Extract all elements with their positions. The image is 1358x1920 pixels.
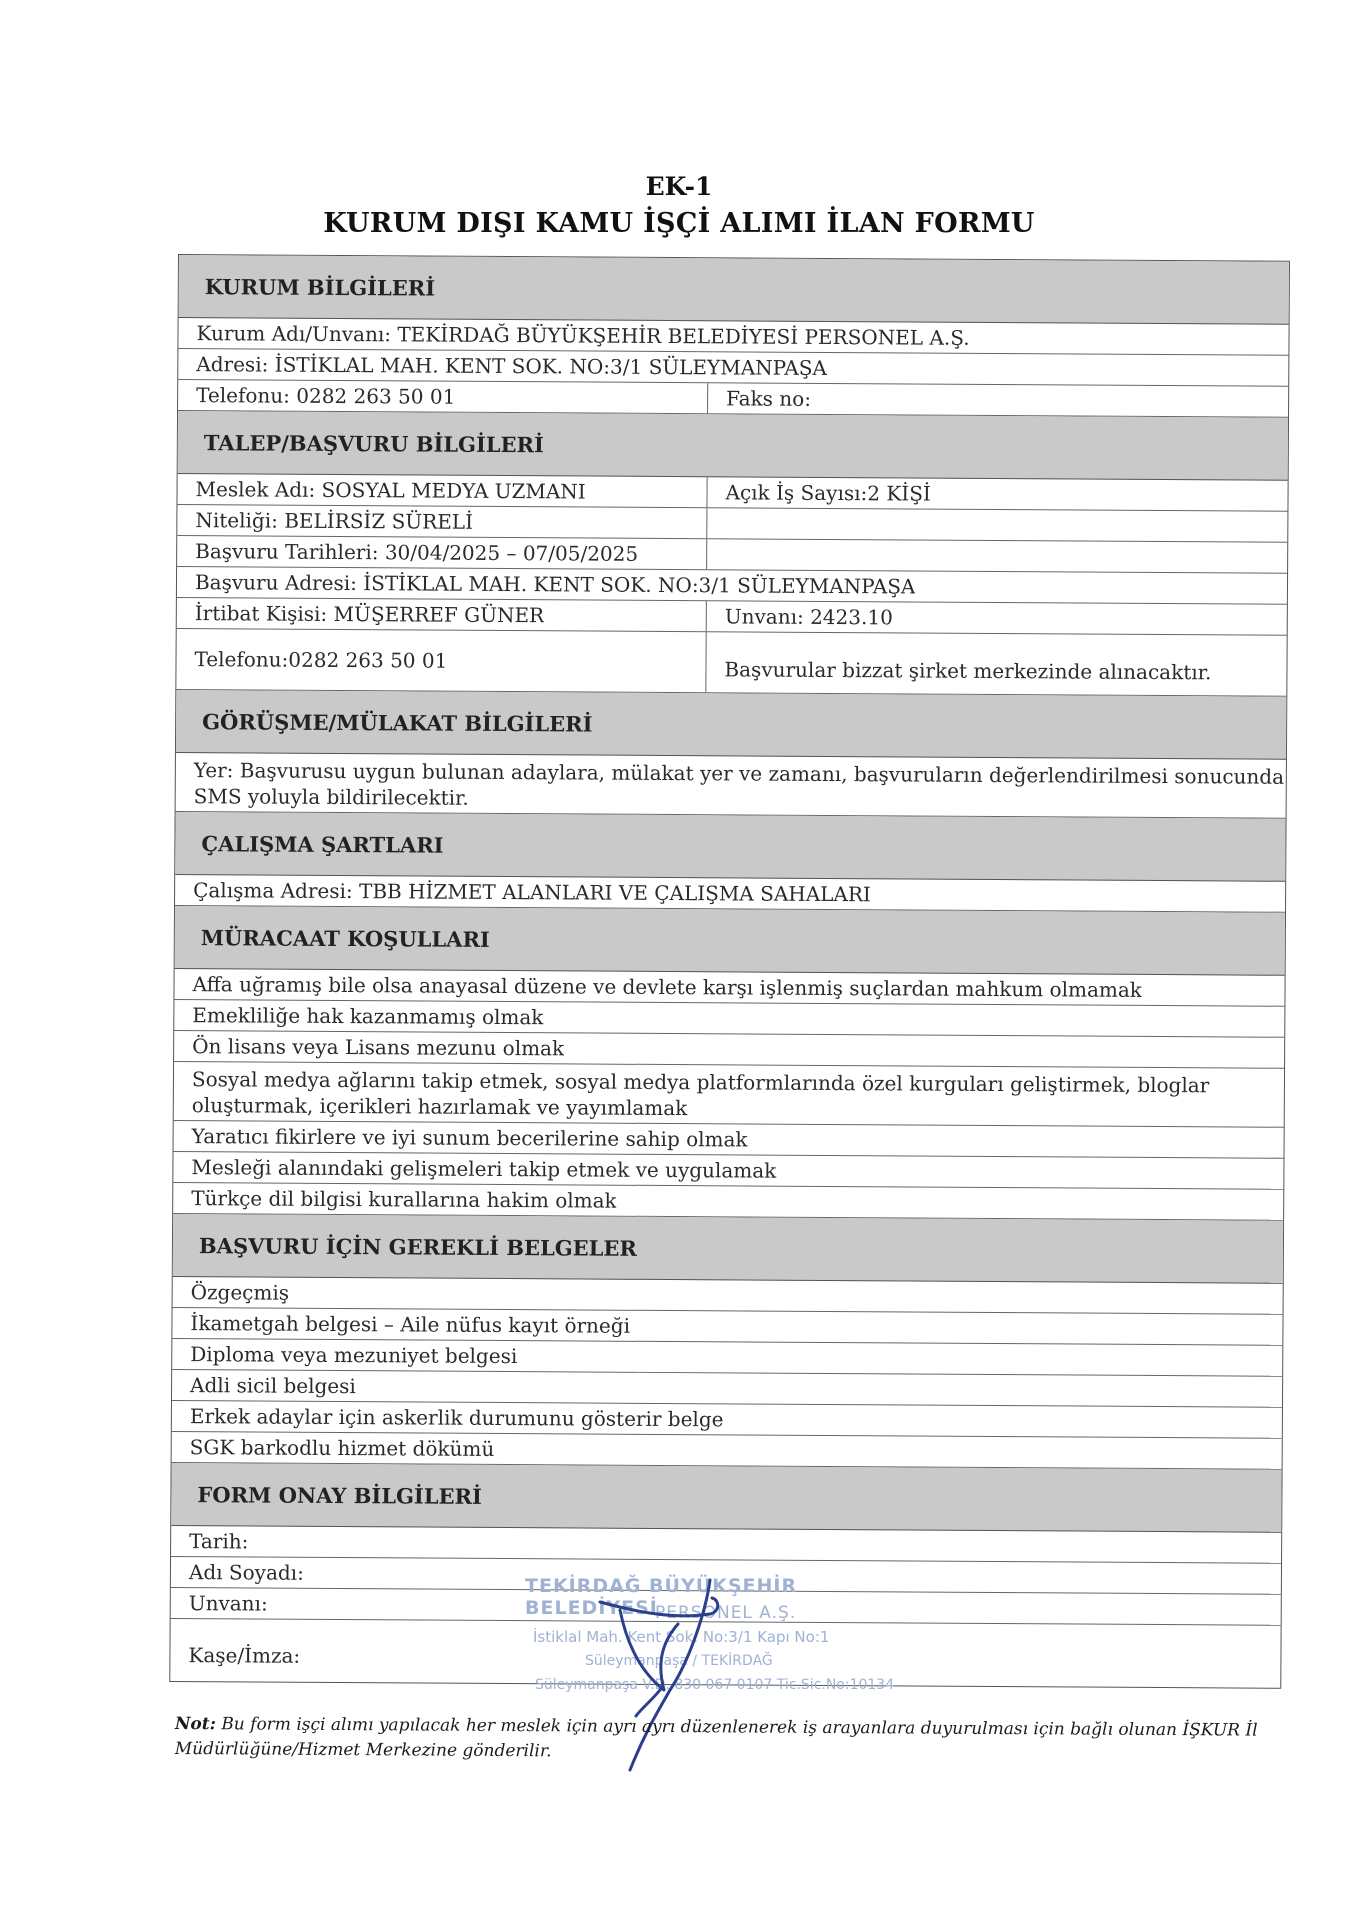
section-kurum: KURUM BİLGİLERİ bbox=[179, 255, 1289, 325]
gerekli-belge: Adli sicil belgesi bbox=[190, 1373, 356, 1399]
muracaat-kosulu: Ön lisans veya Lisans mezunu olmak bbox=[192, 1034, 565, 1061]
announcement-form bbox=[169, 254, 1290, 1689]
gerekli-belge: İkametgah belgesi – Aile nüfus kayıt örneği bbox=[190, 1311, 631, 1338]
kurum-unvan: Kurum Adı/Unvanı: TEKİRDAĞ BÜYÜKŞEHİR BELEDİYESİ PERSONEL A.Ş. bbox=[196, 321, 970, 350]
kurum-adres: Adresi: İSTİKLAL MAH. KENT SOK. NO:3/1 SÜLEYMANPAŞA bbox=[196, 352, 827, 380]
onay-ad-soyad: Adı Soyadı: bbox=[188, 1560, 304, 1585]
calisma-adresi: Çalışma Adresi: TBB HİZMET ALANLARI VE ÇALIŞMA SAHALARI bbox=[193, 878, 871, 907]
stamp-line: Süleymanpaşa / TEKİRDAĞ bbox=[585, 1653, 773, 1669]
nitelik: Niteliği: BELİRSİZ SÜRELİ bbox=[195, 508, 474, 534]
irtibat-unvani: Unvanı: 2423.10 bbox=[724, 604, 893, 630]
gerekli-belge: Erkek adaylar için askerlik durumunu gösterir belge bbox=[189, 1404, 724, 1432]
gerekli-belge: SGK barkodlu hizmet dökümü bbox=[189, 1435, 495, 1461]
muracaat-kosulu: Mesleği alanındaki gelişmeleri takip etmek ve uygulamak bbox=[191, 1155, 777, 1183]
basvuru-adresi: Başvuru Adresi: İSTİKLAL MAH. KENT SOK. NO:3/1 SÜLEYMANPAŞA bbox=[194, 570, 916, 599]
meslek-adi: Meslek Adı: SOSYAL MEDYA UZMANI bbox=[195, 477, 586, 504]
muracaat-kosulu: Affa uğramış bile olsa anayasal düzene ve devlete karşı işlenmiş suçlardan mahkum olmamak bbox=[192, 972, 1143, 1002]
gerekli-belge: Diploma veya mezuniyet belgesi bbox=[190, 1342, 518, 1369]
muracaat-kosulu: Yaratıcı fikirlere ve iyi sunum becerilerine sahip olmak bbox=[191, 1124, 748, 1152]
form-title: KURUM DIŞI KAMU İŞÇİ ALIMI İLAN FORMU bbox=[323, 208, 1035, 239]
basvuru-notu: Başvurular bizzat şirket merkezinde alınacaktır. bbox=[724, 657, 1212, 685]
footnote-label: Not: bbox=[174, 1714, 217, 1735]
mulakat-yeri: Yer: Başvurusu uygun bulunan adaylara, mülakat yer ve zamanı, başvuruların değerlendirilmesi sonucunda SMS yoluyla bildirilecektir. bbox=[193, 758, 1285, 810]
section-gorusme: GÖRÜŞME/MÜLAKAT BİLGİLERİ bbox=[176, 690, 1286, 760]
section-belgeler: BAŞVURU İÇİN GEREKLİ BELGELER bbox=[173, 1214, 1283, 1284]
footnote-text: Bu form işçi alımı yapılacak her meslek için ayrı ayrı düzenlenerek iş arayanlara duyurulması için bağlı olunan İŞKUR İl Müdürlüğüne/Hizmet Merkezine gönderilir. bbox=[174, 1714, 1258, 1762]
row-gorusme-yer bbox=[176, 753, 1286, 819]
talep-telefon: Telefonu:0282 263 50 01 bbox=[194, 647, 448, 673]
form-code: EK-1 bbox=[645, 172, 713, 201]
section-calisma: ÇALIŞMA ŞARTLARI bbox=[175, 812, 1285, 882]
kurum-telefon: Telefonu: 0282 263 50 01 bbox=[196, 383, 456, 409]
footnote bbox=[175, 1712, 1285, 1769]
basvuru-tarihleri: Başvuru Tarihleri: 30/04/2025 – 07/05/2025 bbox=[195, 539, 639, 566]
onay-tarih: Tarih: bbox=[189, 1529, 249, 1554]
gerekli-belge: Özgeçmiş bbox=[190, 1280, 290, 1305]
acik-is-sayisi: Açık İş Sayısı:2 KİŞİ bbox=[725, 480, 931, 506]
list-item bbox=[174, 1062, 1284, 1128]
stamp-line: PERSONEL A.Ş. bbox=[655, 1603, 797, 1623]
section-muracaat: MÜRACAAT KOŞULLARI bbox=[175, 906, 1285, 976]
stamp-line: Süleymanpaşa V.D. 830 067 0107 Tic.Sic.No:10134 bbox=[535, 1677, 895, 1693]
section-talep: TALEP/BAŞVURU BİLGİLERİ bbox=[178, 411, 1288, 481]
muracaat-kosulu: Türkçe dil bilgisi kurallarına hakim olmak bbox=[191, 1186, 617, 1213]
muracaat-kosulu: Emekliliğe hak kazanmamış olmak bbox=[192, 1003, 544, 1030]
section-onay: FORM ONAY BİLGİLERİ bbox=[171, 1463, 1281, 1533]
onay-unvan: Unvanı: bbox=[188, 1591, 268, 1616]
row-talep-telefon bbox=[176, 629, 1286, 697]
stamp-line: TEKİRDAĞ BÜYÜKŞEHİR BELEDİYESİ bbox=[525, 1575, 798, 1619]
kurum-faks: Faks no: bbox=[726, 386, 812, 411]
onay-kase-imza: Kaşe/İmza: bbox=[188, 1643, 301, 1668]
muracaat-kosulu: Sosyal medya ağlarını takip etmek, sosyal medya platformlarında özel kurguları geliştirmek, bloglar oluşturmak, içerikleri hazırlamak ve yayımlamak bbox=[191, 1067, 1210, 1121]
irtibat-kisisi: İrtibat Kişisi: MÜŞERREF GÜNER bbox=[194, 601, 545, 628]
stamp-line: İstiklal Mah. Kent Sok. No:3/1 Kapı No:1 bbox=[533, 1628, 830, 1646]
